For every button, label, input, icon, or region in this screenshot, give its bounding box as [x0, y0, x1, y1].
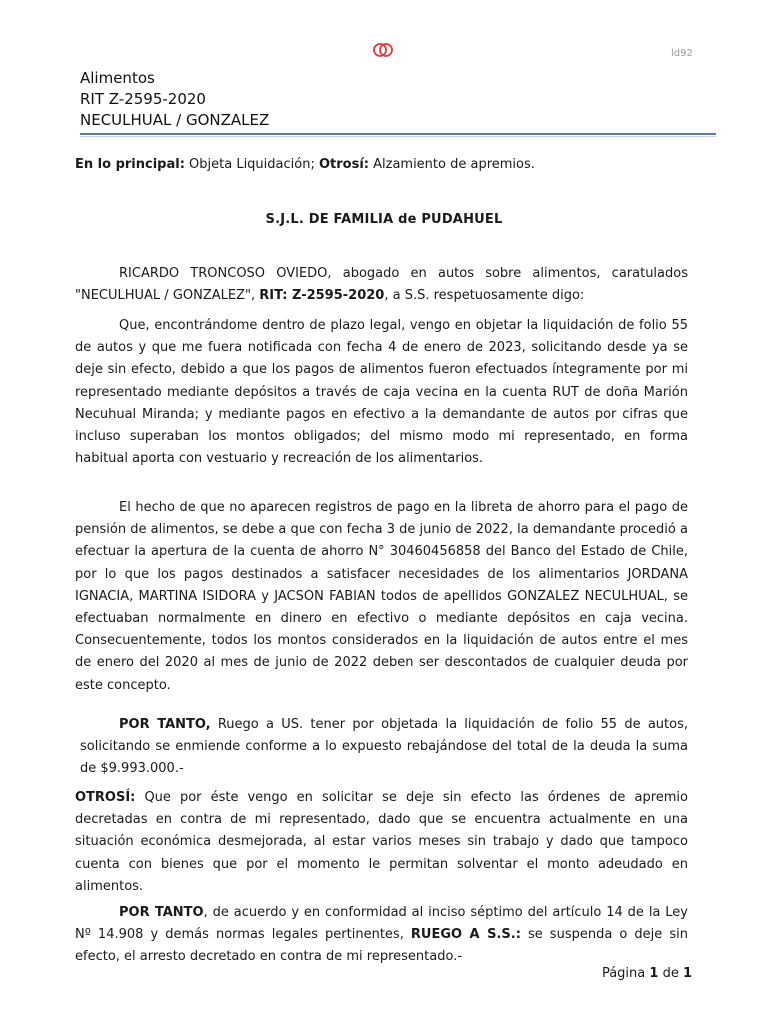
case-parties: NECULHUAL / GONZALEZ: [80, 111, 270, 129]
petition-paragraph: [80, 714, 688, 781]
otrosi-text: Alzamiento de apremios.: [368, 157, 535, 172]
principal-text: Objeta Liquidación;: [184, 157, 319, 172]
principal-label: En lo principal:: [75, 157, 185, 172]
page-footer: [602, 966, 692, 981]
otrosi-body: Que por éste vengo en solicitar se deje sin efecto las órdenes de apremio decretadas en contra de mi representado, dado que se encuentra actualmente en una situación económica desmejorada, al estar varios meses sin trabajo y dado que tampoco cuenta con bienes que por el momento le permitan solventar el monto adeudado en alimentos.: [75, 790, 688, 894]
final-petition-text: , de acuerdo y en conformidad al inciso séptimo del artículo 14 de la Ley Nº 14.908 y demás normas legales pertinentes,: [75, 905, 688, 943]
principal-line: [75, 157, 535, 172]
document-id: ld92: [671, 48, 693, 59]
petition-label: POR TANTO,: [119, 717, 211, 732]
final-petition-label: POR TANTO: [119, 905, 204, 920]
petition-text: Ruego a US. tener por objetada la liquidación de folio 55 de autos, solicitando se enmiende conforme a lo expuesto rebajándose del total de la deuda la suma de $9.993.000.-: [80, 717, 688, 777]
logo-icon: [372, 42, 394, 58]
case-header: [80, 68, 269, 131]
page-of-label: de: [658, 966, 683, 981]
case-rit: RIT Z-2595-2020: [80, 90, 206, 108]
header-divider: [80, 133, 716, 135]
facts-paragraph: [75, 497, 688, 697]
case-type: Alimentos: [80, 69, 155, 87]
intro-paragraph: [75, 263, 688, 307]
final-petition-paragraph: [75, 902, 688, 969]
final-petition-text-end: se suspenda o deje sin efecto, el arresto decretado en contra de mi representado.-: [75, 927, 688, 965]
intro-text-end: , a S.S. respetuosamente digo:: [384, 288, 585, 304]
otrosi-paragraph: [75, 787, 688, 898]
objection-text: Que, encontrándome dentro de plazo legal, vengo en objetar la liquidación de folio 55 de autos y que me fuera notificada con fecha 4 de enero de 2023, solicitando desde ya se deje sin efecto, debido a que los pagos de alimentos fueron efectuados íntegramente por mi representado mediante depósitos a través de caja vecina en la cuenta RUT de doña Marión Necuhual Miranda; y mediante pagos en efectivo a la demandante de autos por cifras que incluso superaban los montos obligados; del mismo modo mi representado, en forma habitual aporta con vestuario y recreación de los alimentarios.: [75, 318, 688, 467]
rit-reference: RIT: Z-2595-2020: [259, 288, 385, 304]
ruego-label: RUEGO A S.S.:: [410, 927, 521, 943]
page-label: Página: [601, 966, 650, 981]
total-pages: 1: [682, 966, 692, 981]
otrosi-label: Otrosí:: [318, 157, 369, 172]
intro-text-start: RICARDO TRONCOSO OVIEDO, abogado en autos sobre alimentos, caratulados "NECULHUAL / GONZALEZ",: [75, 266, 688, 304]
objection-paragraph: [75, 315, 688, 470]
otrosi-heading: OTROSÍ:: [75, 790, 136, 805]
court-heading: S.J.L. DE FAMILIA de PUDAHUEL: [265, 212, 503, 227]
facts-text: El hecho de que no aparecen registros de pago en la libreta de ahorro para el pago de pensión de alimentos, se debe a que con fecha 3 de junio de 2022, la demandante procedió a efectuar la apertura de la cuenta de ahorro N° 30460456858 del Banco del Estado de Chile, por lo que los pagos destinados a satisfacer necesidades de los alimentarios JORDANA IGNACIA, MARTINA ISIDORA y JACSON FABIAN todos de apellidos GONZALEZ NECULHUAL, se efectuaban normalmente en dinero en efectivo o mediante depósitos en caja vecina. Consecuentemente, todos los montos considerados en la liquidación de autos entre el mes de enero del 2020 al mes de junio de 2022 deben ser descontados de cualquier deuda por este concepto.: [75, 500, 688, 693]
page-number: 1: [649, 966, 659, 981]
